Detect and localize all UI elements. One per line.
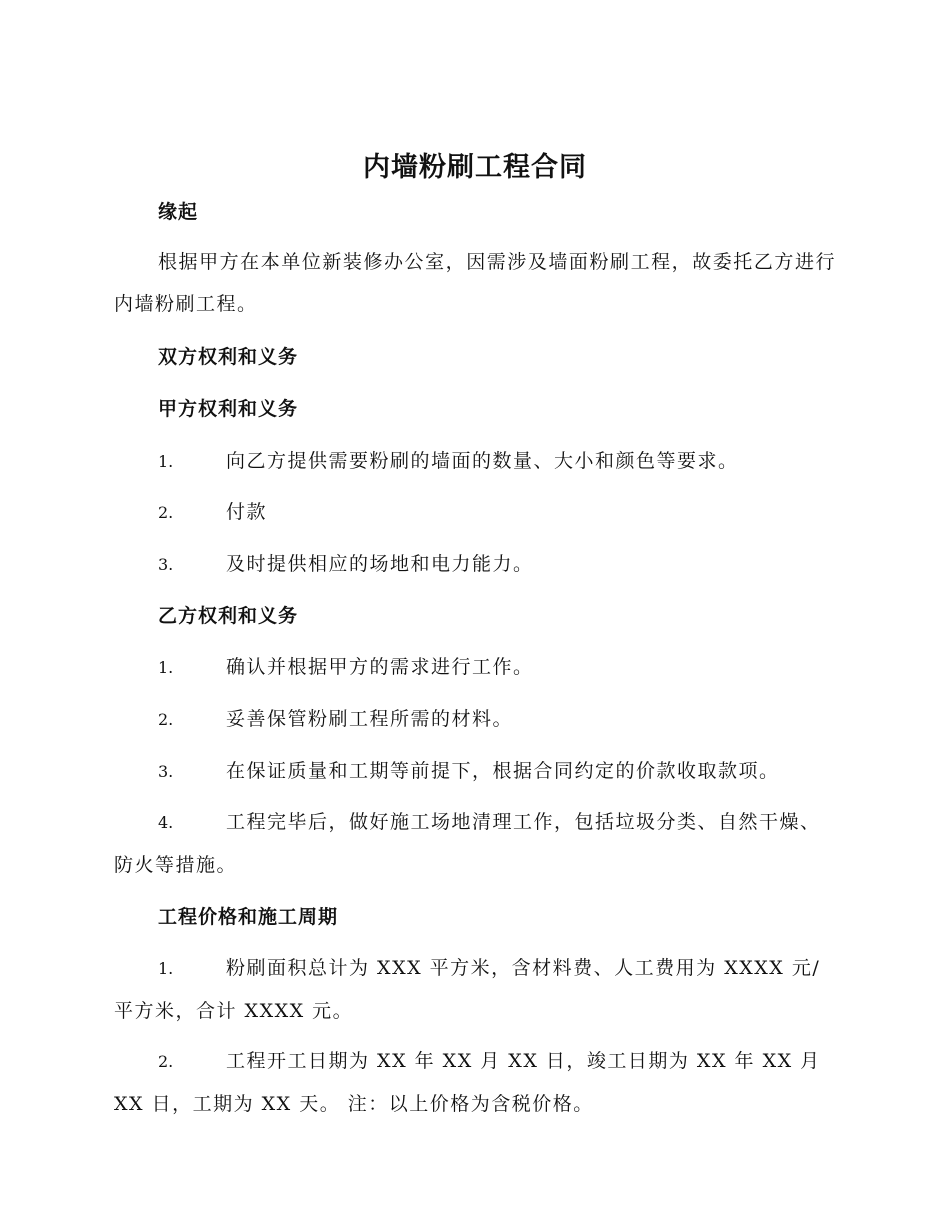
item-text: 付款	[226, 501, 268, 523]
item-text: 及时提供相应的场地和电力能力。	[226, 553, 534, 575]
item-number: 2.	[158, 1052, 174, 1071]
list-item-price-1	[114, 947, 836, 1032]
item-number: 3.	[158, 762, 174, 781]
list-item-party-b-2	[114, 698, 836, 741]
item-number: 1.	[158, 959, 174, 978]
list-item-party-a-1	[114, 440, 836, 483]
document-title: 内墙粉刷工程合同	[363, 152, 587, 183]
item-number: 1.	[158, 658, 174, 677]
paragraph-origin: 根据甲方在本单位新装修办公室，因需涉及墙面粉刷工程，故委托乙方进行内墙粉刷工程。	[114, 251, 836, 315]
heading-origin: 缘起	[158, 201, 199, 223]
item-text: 妥善保管粉刷工程所需的材料。	[226, 708, 514, 730]
heading-price: 工程价格和施工周期	[158, 906, 339, 928]
item-text: 向乙方提供需要粉刷的墙面的数量、大小和颜色等要求。	[226, 450, 739, 472]
item-number: 2.	[158, 503, 174, 522]
item-number: 3.	[158, 555, 174, 574]
list-item-party-b-3	[114, 750, 836, 793]
list-item-price-2	[114, 1040, 836, 1125]
item-text: 粉刷面积总计为 XXX 平方米，含材料费、人工费用为 XXXX 元/平方米，合计 XXXX 元。	[114, 957, 821, 1022]
list-item-party-b-4	[114, 801, 836, 886]
item-text: 工程完毕后，做好施工场地清理工作，包括垃圾分类、自然干燥、防火等措施。	[114, 811, 821, 876]
heading-party-b: 乙方权利和义务	[158, 605, 299, 627]
item-number: 1.	[158, 452, 174, 471]
item-number: 4.	[158, 813, 174, 832]
list-item-party-a-2	[114, 491, 836, 534]
item-text: 工程开工日期为 XX 年 XX 月 XX 日，竣工日期为 XX 年 XX 月 XX 日，工期为 XX 天。 注：以上价格为含税价格。	[114, 1050, 821, 1115]
list-item-party-a-3	[114, 543, 836, 586]
item-text: 在保证质量和工期等前提下，根据合同约定的价款收取款项。	[226, 760, 780, 782]
heading-party-a: 甲方权利和义务	[158, 398, 299, 420]
heading-rights: 双方权利和义务	[158, 346, 299, 368]
item-text: 确认并根据甲方的需求进行工作。	[226, 656, 534, 678]
list-item-party-b-1	[114, 646, 836, 689]
item-number: 2.	[158, 710, 174, 729]
